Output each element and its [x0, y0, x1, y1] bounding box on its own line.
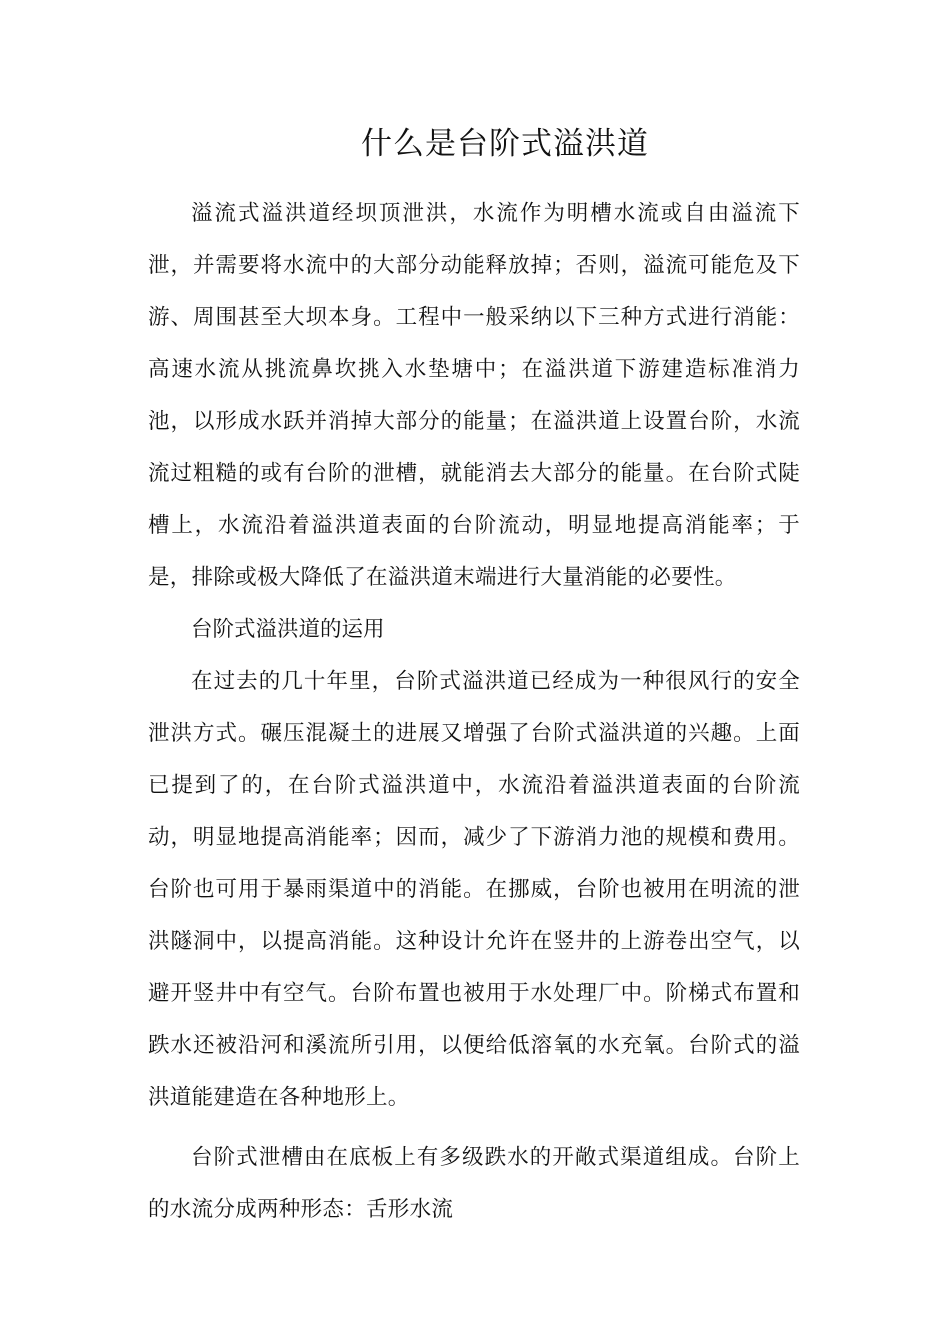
paragraph-stepped-chute: 台阶式泄槽由在底板上有多级跌水的开敞式渠道组成。台阶上的水流分成两种形态：舌形水流	[148, 1145, 800, 1222]
paragraph-energy-dissipation: 溢流式溢洪道经坝顶泄洪，水流作为明槽水流或自由溢流下泄，并需要将水流中的大部分动能释放掉；否则，溢流可能危及下游、周围甚至大坝本身。工程中一般采纳以下三种方式进行消能：高速水流从挑流鼻坎挑入水垫塘中；在溢洪道下游建造标准消力池，以形成水跃并消掉大部分的能量；在溢洪道上设置台阶，水流流过粗糙的或有台阶的泄槽，就能消去大部分的能量。在台阶式陡槽上，水流沿着溢洪道表面的台阶流动，明显地提高消能率；于是，排除或极大降低了在溢洪道末端进行大量消能的必要性。	[148, 201, 800, 590]
page-title: 什么是台阶式溢洪道	[361, 126, 649, 162]
paragraph-application: 在过去的几十年里，台阶式溢洪道已经成为一种很风行的安全泄洪方式。碾压混凝土的进展又增强了台阶式溢洪道的兴趣。上面已提到了的，在台阶式溢洪道中，水流沿着溢洪道表面的台阶流动，明显地提高消能率；因而，减少了下游消力池的规模和费用。台阶也可用于暴雨渠道中的消能。在挪威，台阶也被用在明流的泄洪隧洞中，以提高消能。这种设计允许在竖井的上游卷出空气，以避开竖井中有空气。台阶布置也被用于水处理厂中。阶梯式布置和跌水还被沿河和溪流所引用，以便给低溶氧的水充氧。台阶式的溢洪道能建造在各种地形上。	[148, 669, 800, 1110]
section-heading-application: 台阶式溢洪道的运用	[191, 617, 385, 642]
document-body	[148, 188, 800, 1236]
